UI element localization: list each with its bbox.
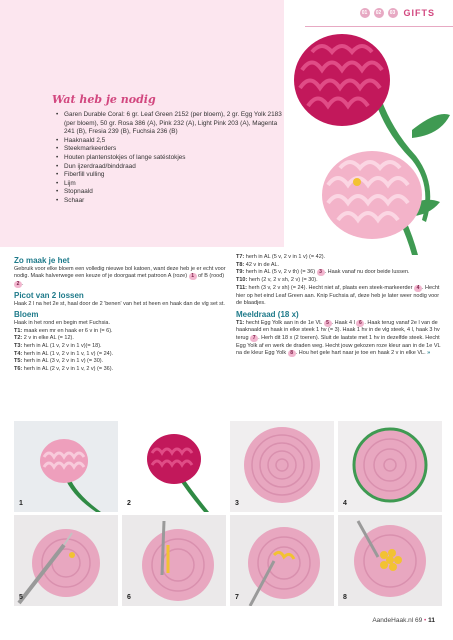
materials-item: • Haaknaald 2,5 — [56, 137, 288, 146]
crochet-hook-photo-icon — [14, 515, 118, 606]
footer-separator: • — [424, 617, 427, 624]
materials-item: • Houten plantenstokjes of lange satéstokjes — [56, 154, 288, 163]
row-label: T10: — [236, 277, 248, 284]
row-label: T9: — [236, 269, 245, 276]
row-label: T4: — [14, 350, 23, 357]
row-text: maak een mr en haak er 6 v in (= 6). — [23, 327, 113, 334]
row-text: hecht Egg Yolk aan in de 1e VL — [245, 319, 323, 326]
row-label: T3: — [14, 343, 23, 350]
bloem-heading: Bloem — [14, 310, 39, 320]
step-marker: 5 — [324, 320, 332, 327]
row-text: . Hou het gele hart naar je toe en haak 2 v in elke VL. — [295, 350, 426, 357]
photo-number: 8 — [343, 594, 347, 601]
row-text: herh (3 v, 2 v sh) (= 24). Hecht niet af, plaats een steek-markeerder — [248, 284, 413, 291]
pattern-row — [236, 262, 442, 270]
step-photo-8 — [338, 515, 442, 606]
pattern-row — [14, 335, 227, 343]
materials-item: • Garen Durable Coral: 6 gr. Leaf Green 2152 (per bloem), 2 gr. Egg Yolk 2183 (per bloem), 50 gr. Rosa 386 (A), Pink 232 (A), Light Pink 203 (A), Magenta 241 (B), Fresia 239 (B), Fuchsia 236 (B) — [56, 111, 288, 137]
row-label: T5: — [14, 358, 23, 365]
crochet-disc-photo-icon — [230, 421, 334, 512]
step-photo-7 — [230, 515, 334, 606]
materials-list — [56, 111, 288, 206]
row-text: herh in AL (5 v, 2 v in 1 v) (= 42). — [245, 254, 326, 260]
instructions-column-left — [14, 254, 227, 374]
row-text: Haak vanaf nu door beide lussen. — [327, 269, 410, 276]
howto-text-b: of B (rood) — [198, 273, 225, 280]
photo-grid-row — [14, 421, 442, 512]
continue-arrow-icon: » — [427, 350, 431, 357]
row-label: T1: — [236, 319, 245, 326]
row-text: herh (2 v, 2 v sh, 2 v) (= 30). — [248, 277, 318, 284]
step-photo-3 — [230, 421, 334, 512]
pink-carnation-photo-icon — [14, 421, 118, 512]
row-text: . Haak 4 l — [331, 319, 355, 326]
materials-item: • Fiberfill vulling — [56, 171, 288, 180]
magenta-carnation-photo-icon — [122, 421, 226, 512]
row-label: T7: — [236, 254, 245, 260]
row-label: T1: — [14, 327, 23, 334]
materials-item: • Stopnaald — [56, 188, 288, 197]
photo-number: 5 — [19, 594, 23, 601]
carnation-flowers-icon — [262, 20, 453, 255]
howto-text-a: Gebruik voor elke bloem een volledig nieuwe bol katoen, want deze heb je er echt voor nodig. Maak halverwege een keuze of je doorgaat met patroon A (roze) — [14, 265, 226, 280]
materials-item: • Lijm — [56, 180, 288, 189]
photo-number: 2 — [127, 500, 131, 507]
pattern-row — [236, 285, 442, 308]
step-marker: 6 — [356, 320, 364, 327]
page-footer — [372, 617, 435, 624]
header-dot: 02 — [374, 8, 384, 18]
pattern-row — [14, 328, 227, 336]
header-dot: 01 — [360, 8, 370, 18]
step-marker: 4 — [414, 285, 422, 292]
row-text: . Hecht hier op het eind Leaf Green aan. Knip Fuchsia af, deze heb je later weer nodig voor de blaadjes. — [236, 284, 440, 307]
row-label: T2: — [14, 335, 23, 342]
carnation-illustration — [262, 20, 453, 255]
row-text: herh in AL (1 v, 2 v in 1 v)(= 18). — [23, 343, 102, 350]
bloem-intro: Haak in het rond en begin met Fuchsia. — [14, 319, 111, 326]
row-text: . Haak terug vanaf 2e l van de haaknaald en haak in elke steek 1 hv (= 3). Haak 1 hv in de vlg steek, 4 l, haak 3 hv terug — [236, 319, 440, 342]
row-text: 42 v in de AL. — [245, 261, 280, 268]
photo-number: 6 — [127, 594, 131, 601]
row-text: herh in AL (3 v, 2 v in 1 v) (= 30). — [23, 358, 104, 365]
meeldraad-text — [236, 320, 442, 359]
pattern-row — [14, 366, 227, 374]
step-photo-2 — [122, 421, 226, 512]
row-text: herh in AL (5 v, 2 v th) (= 36) — [245, 269, 316, 276]
pattern-row — [14, 351, 227, 359]
materials-item: • Dun ijzerdraad/binddraad — [56, 163, 288, 172]
header-dot: 03 — [388, 8, 398, 18]
pattern-row — [236, 277, 442, 285]
pattern-row — [14, 358, 227, 366]
crochet-disc-green-photo-icon — [338, 421, 442, 512]
instructions-column-right — [236, 254, 442, 358]
howto-heading: Zo maak je het — [14, 256, 70, 265]
photo-number: 7 — [235, 594, 239, 601]
howto-text-c: . — [22, 281, 24, 288]
crochet-chain-photo-icon — [122, 515, 226, 606]
section-label: GIFTS — [403, 8, 435, 18]
step-marker: 7 — [250, 335, 258, 342]
row-text: 2 v in elke AL (= 12). — [23, 335, 74, 342]
pattern-row — [14, 343, 227, 351]
photo-grid-row — [14, 515, 442, 606]
row-label: T11: — [236, 284, 248, 291]
yellow-stamen-start-photo-icon — [230, 515, 334, 606]
row-label: T6: — [14, 366, 23, 373]
materials-title: Wat heb je nodig — [52, 93, 156, 106]
materials-item: • Schaar — [56, 197, 288, 206]
magazine-name: AandeHaak.nl 69 — [372, 617, 423, 624]
step-marker: 8 — [288, 350, 296, 357]
materials-item: • Steekmarkeerders — [56, 145, 288, 154]
section-header — [360, 8, 436, 18]
step-marker: 3 — [317, 269, 325, 276]
pattern-row: T9: herh in AL (5 v, 2 v th) (= 36) 3 . Haak vanaf nu door beide lussen. — [236, 269, 410, 276]
howto-text — [14, 266, 227, 289]
step-photo-1 — [14, 421, 118, 512]
pattern-row — [236, 254, 442, 262]
row-label: T8: — [236, 261, 245, 268]
step-photo-5 — [14, 515, 118, 606]
yellow-stamen-photo-icon — [338, 515, 442, 606]
meeldraad-heading: Meeldraad (18 x) — [236, 309, 299, 319]
picot-text: Haak 2 l na het 2e st, haal door de 2 'benen' van het st heen en haak dan de vlg set st. — [14, 300, 225, 307]
page-number: 11 — [428, 617, 435, 624]
picot-heading: Picot van 2 lossen — [14, 290, 84, 300]
photo-number: 4 — [343, 500, 347, 507]
row-text: . Herh dit 18 x (2 toeren). Sluit de laatste met 1 hv in dezelfde steek. Hecht Egg Yolk af en werk de draden weg. Hecht jouw gekozen roze kleur aan in de 1e VL na de kleur Egg Yolk — [236, 335, 441, 357]
step-marker: 1 — [189, 273, 197, 280]
photo-number: 1 — [19, 500, 23, 507]
step-marker: 2 — [14, 281, 22, 288]
step-photo-4 — [338, 421, 442, 512]
row-text: herh in AL (2 v, 2 v in 1 v, 2 v) (= 36). — [23, 366, 114, 373]
row-text: herh in AL (1 v, 2 v in 1 v, 1 v) (= 24). — [23, 350, 114, 357]
photo-number: 3 — [235, 500, 239, 507]
step-photo-6 — [122, 515, 226, 606]
